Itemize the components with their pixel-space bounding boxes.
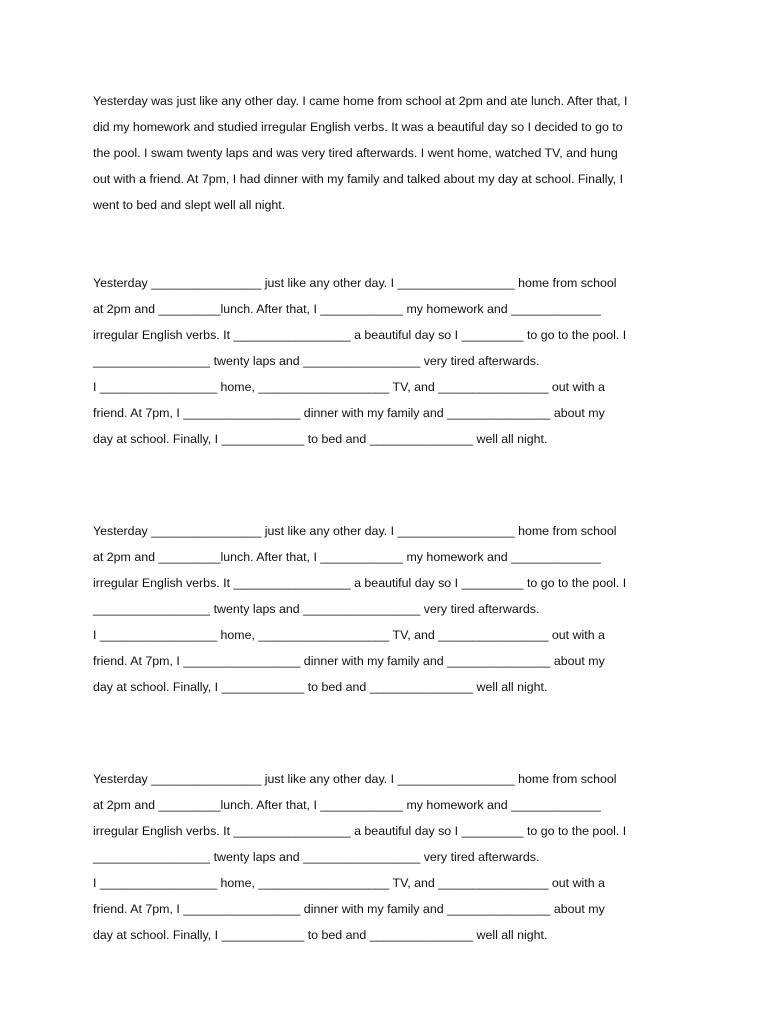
- story-line: Yesterday was just like any other day. I came home from school at 2pm and ate lunch. After that, I: [93, 94, 628, 108]
- story-line: did my homework and studied irregular English verbs. It was a beautiful day so I decided to go to: [93, 120, 623, 134]
- exercise-line: Yesterday ________________ just like any other day. I _________________ home from school: [93, 772, 617, 786]
- exercise-line: I _________________ home, ___________________ TV, and ________________ out with a: [93, 876, 605, 890]
- exercise-line: Yesterday ________________ just like any other day. I _________________ home from school: [93, 524, 617, 538]
- exercise-line: day at school. Finally, I ____________ to bed and _______________ well all night.: [93, 432, 548, 446]
- story-paragraph: [93, 88, 683, 218]
- exercise-line: irregular English verbs. It _________________ a beautiful day so I _________ to go to the pool. I: [93, 824, 627, 838]
- exercise-line: at 2pm and _________lunch. After that, I ____________ my homework and _____________: [93, 798, 601, 812]
- exercise-line: day at school. Finally, I ____________ to bed and _______________ well all night.: [93, 928, 548, 942]
- exercise-line: _________________ twenty laps and _________________ very tired afterwards.: [93, 602, 540, 616]
- story-line: out with a friend. At 7pm, I had dinner with my family and talked about my day at school. Finally, I: [93, 172, 624, 186]
- exercise-line: _________________ twenty laps and _________________ very tired afterwards.: [93, 354, 540, 368]
- exercise-line: at 2pm and _________lunch. After that, I ____________ my homework and _____________: [93, 550, 601, 564]
- story-line: went to bed and slept well all night.: [93, 198, 286, 212]
- exercise-line: at 2pm and _________lunch. After that, I ____________ my homework and _____________: [93, 302, 601, 316]
- exercise-line: _________________ twenty laps and _________________ very tired afterwards.: [93, 850, 540, 864]
- fill-in-exercise-3: [93, 766, 683, 948]
- exercise-line: friend. At 7pm, I _________________ dinner with my family and _______________ about my: [93, 406, 605, 420]
- exercise-line: friend. At 7pm, I _________________ dinner with my family and _______________ about my: [93, 654, 605, 668]
- fill-in-exercise-1: [93, 270, 683, 452]
- story-line: the pool. I swam twenty laps and was very tired afterwards. I went home, watched TV, and hung: [93, 146, 618, 160]
- exercise-line: I _________________ home, ___________________ TV, and ________________ out with a: [93, 628, 605, 642]
- exercise-line: irregular English verbs. It _________________ a beautiful day so I _________ to go to the pool. I: [93, 328, 627, 342]
- fill-in-exercise-2: [93, 518, 683, 700]
- exercise-line: I _________________ home, ___________________ TV, and ________________ out with a: [93, 380, 605, 394]
- exercise-line: irregular English verbs. It _________________ a beautiful day so I _________ to go to the pool. I: [93, 576, 627, 590]
- exercise-line: day at school. Finally, I ____________ to bed and _______________ well all night.: [93, 680, 548, 694]
- exercise-line: friend. At 7pm, I _________________ dinner with my family and _______________ about my: [93, 902, 605, 916]
- exercise-line: Yesterday ________________ just like any other day. I _________________ home from school: [93, 276, 617, 290]
